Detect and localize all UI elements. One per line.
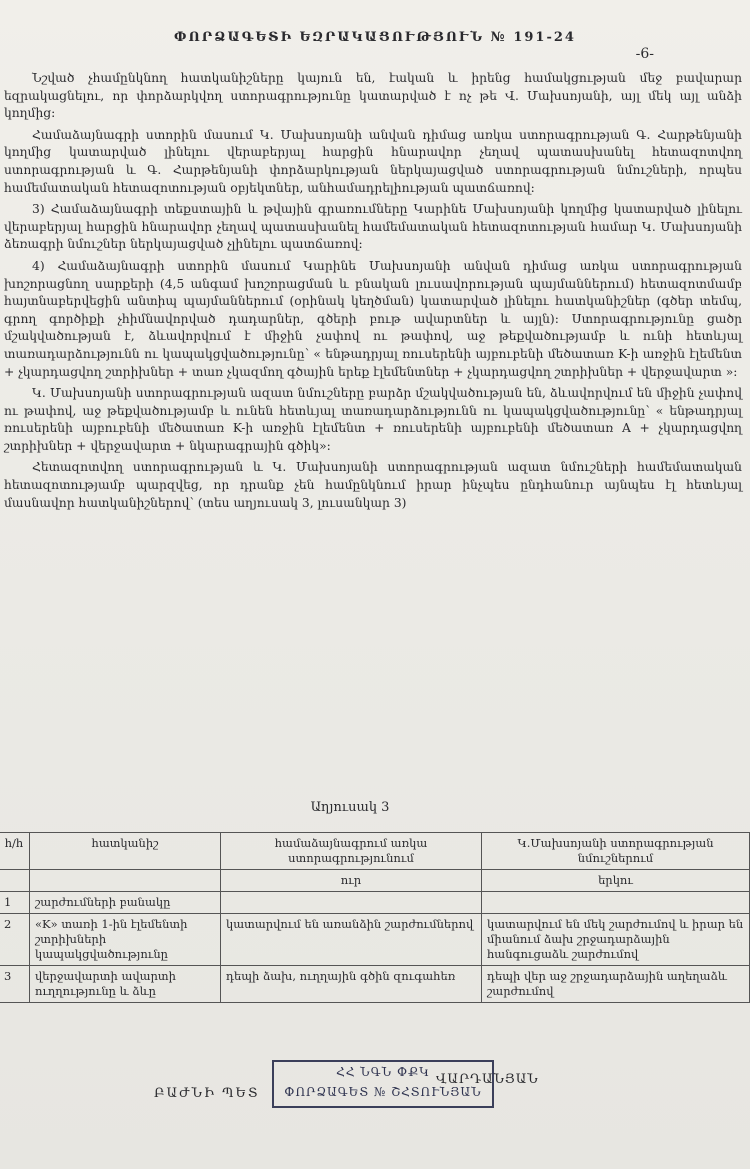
table-cell: կատարվում են մեկ շարժումով և իրար են միանում ձախ շրջադարձային հանգուցաձև շարժումով bbox=[482, 914, 750, 966]
stamp-line: ՀՀ ՆԳՆ ՓՔԿ bbox=[336, 1065, 430, 1079]
subheader-cell: երկու bbox=[482, 870, 750, 892]
table-cell bbox=[482, 892, 750, 914]
signature-name: ՎԱՐԴԱՆՅԱՆ bbox=[436, 1072, 539, 1087]
table-cell: 1 bbox=[0, 892, 30, 914]
table-cell: դեպի վեր աջ շրջադարձային աղեղաձև շարժումով bbox=[482, 966, 750, 1003]
table-cell: վերջավարտի ավարտի ուղղությունը և ձևը bbox=[30, 966, 221, 1003]
header-cell: հատկանիշ bbox=[30, 833, 221, 870]
paragraph: Հետազոտվող ստորագրության և Կ. Մախսոյանի ստորագրության ազատ նմուշների համեմատական հետազոտությամբ պարզվեց, որ դրանք չեն համընկնում իրար ինչպես ընդհանուր այնպես էլ հետևյալ մասնավոր հատկանիշներով՝ (տես աղյուսակ 3, լուսանկար 3) bbox=[4, 460, 742, 510]
table-cell: 2 bbox=[0, 914, 30, 966]
table-cell: 3 bbox=[0, 966, 30, 1003]
paragraph: Համաձայնագրի ստորին մասում Կ. Մախսոյանի անվան դիմաց առկա ստորագրության Գ. Հարթենյանի կողմից կատարված լինելու վերաբերյալ հարցին հնարավոր չեղավ պատասխանել հետազոտվող ստորագրության և Գ. Հարթենյանի փորձարկության ներկայացված ստորագրության նմուշների, որպես համեմատական հետազոտության օբյեկտներ, անհամադրելիության պատճառով։ bbox=[4, 127, 742, 195]
document-body bbox=[4, 70, 742, 516]
table-cell bbox=[221, 892, 482, 914]
table-title: Աղյուսակ 3 bbox=[310, 800, 390, 815]
page-number: -6- bbox=[635, 46, 654, 62]
table-cell: «K» տառի 1-ին էլեմենտի շտրիխների կապակցվածությունը bbox=[30, 914, 221, 966]
comparison-table bbox=[0, 832, 750, 1003]
table-row bbox=[0, 914, 750, 966]
table-subheader-row bbox=[0, 870, 750, 892]
table-cell: շարժումների բանակը bbox=[30, 892, 221, 914]
header-cell: Կ.Մախսոյանի ստորագրության նմուշներում bbox=[482, 833, 750, 870]
signature-label: ԲԱԺՆԻ ՊԵՏ bbox=[154, 1086, 260, 1101]
paragraph: 4) Համաձայնագրի ստորին մասում Կարինե Մախսոյանի անվան դիմաց առկա ստորագրության խոշորացնող սարքերի (4,5 անգամ խոշորացման և բնական լուսավորության պայմաններում) հետազոտմամբ հայտնաբերվեցին անտիպ պայմաններում (օրինակ կեղծման) կատարված լինելու հատկանիշներ (գծեր տեմպ, գրող գործիքի չհիմնավորված դադարներ, գծերի բութ ավարտներ և այլն)։ Ստորագրությունը ցածր մշակվածության է, ձևավորվում է միջին չափով ու թափով, աջ թեքվածությամբ և ունի հետևյալ տառադարձությունն ու կապակցվածությունը՝ « ենթադրյալ ռուսերենի այբուբենի մեծատառ K-ի առջին էլեմենտ + չկարդացվող շտրիխներ + տառ չկազմող գծային երեք էլեմենտներ + չկարդացվող շտրիխներ + վերջավարտ »։ bbox=[4, 258, 742, 379]
header-cell: համաձայնագրում առկա ստորագրությունում bbox=[221, 833, 482, 870]
document-title: ՓՈՐՁԱԳԵՏԻ ԵԶՐԱԿԱՑՈՒԹՅՈՒՆ № 191-24 bbox=[174, 30, 576, 45]
paragraph: 3) Համաձայնագրի տեքստային և թվային գրառումները Կարինե Մախսոյանի կողմից կատարված լինելու վերաբերյալ հարցին հնարավոր չեղավ պատասխանել համեմատական հետազոտության համար Կ. Մախսոյանի ձեռագրի նմուշներ ներկայացված չլինելու պատճառով։ bbox=[4, 202, 742, 252]
table-cell: դեպի ձախ, ուղղային գծին զուգահեռ bbox=[221, 966, 482, 1003]
table-cell: կատարվում են առանձին շարժումներով bbox=[221, 914, 482, 966]
paragraph: Նշված չհամընկնող հատկանիշները կայուն են, էական և իրենց համակցության մեջ բավարար եզրակացնելու, որ փորձարկվող ստորագրությունը կատարված է ոչ թե Վ. Մախսոյանի, այլ մեկ այլ անձի կողմից։ bbox=[4, 71, 742, 121]
paragraph: Կ. Մախսոյանի ստորագրության ազատ նմուշները բարձր մշակվածության են, ձևավորվում են միջին չափով ու թափով, աջ թեքվածությամբ և ունեն հետևյալ տառադարձությունն ու կապակցվածությունը՝ « ենթադրյալ ռուսերենի այբուբենի մեծատառ K-ի առջին էլեմենտ + ռուսերենի այբուբենի մեծատառ A + չկարդացվող շտրիխներ + վերջավարտ + նկարագրային գծիկ»։ bbox=[4, 386, 742, 453]
table-row bbox=[0, 892, 750, 914]
header-cell: հ/հ bbox=[0, 833, 30, 870]
subheader-cell: ուր bbox=[221, 870, 482, 892]
stamp-line: ՓՈՐՁԱԳԵՏ № ՇՀՏՈՒՆՅԱՆ bbox=[284, 1085, 482, 1099]
table-row bbox=[0, 966, 750, 1003]
table-header-row bbox=[0, 833, 750, 870]
